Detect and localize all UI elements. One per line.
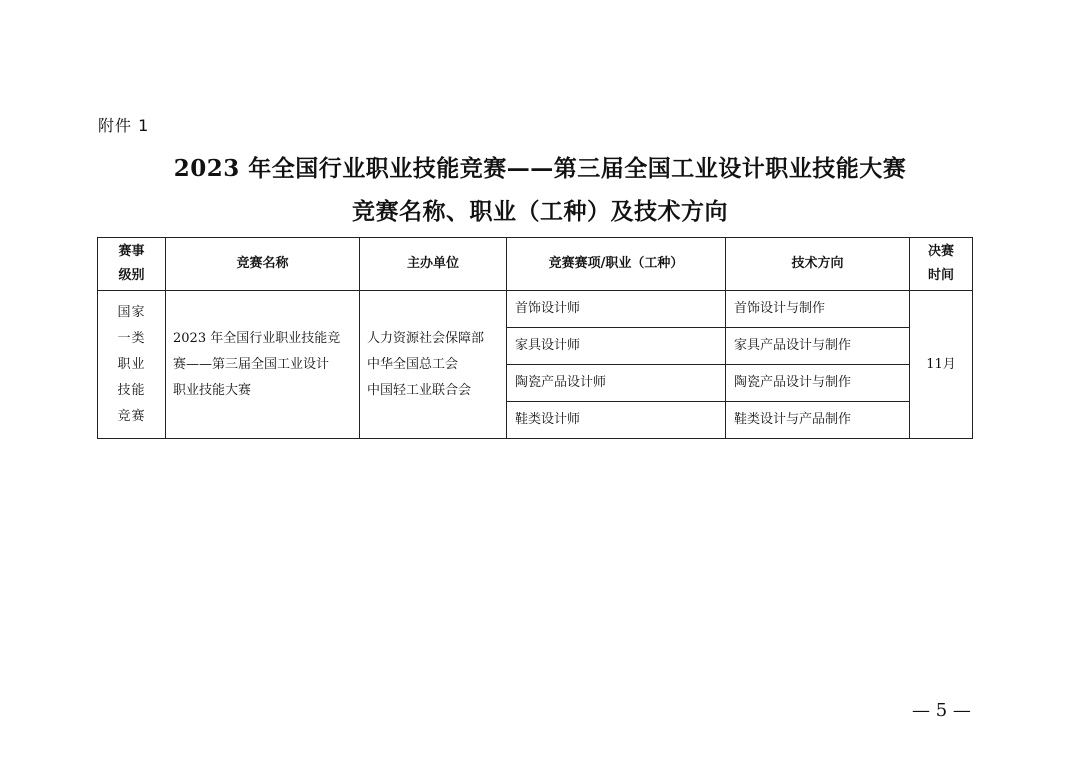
header-organizer: 主办单位 bbox=[360, 238, 507, 291]
document-title-line2: 竞赛名称、职业（工种）及技术方向 bbox=[352, 198, 728, 225]
final-time-cell: 11月 bbox=[910, 291, 973, 439]
item-cell: 家具设计师 bbox=[507, 328, 726, 365]
direction-cell: 首饰设计与制作 bbox=[726, 291, 910, 328]
header-direction: 技术方向 bbox=[726, 238, 910, 291]
direction-cell: 家具产品设计与制作 bbox=[726, 328, 910, 365]
attachment-label: 附件 1 bbox=[98, 116, 150, 135]
competition-name-cell: 2023 年全国行业职业技能竞 赛——第三届全国工业设计 职业技能大赛 bbox=[166, 291, 360, 439]
table-header-row bbox=[98, 238, 973, 291]
page-number: — 5 — bbox=[912, 700, 971, 721]
direction-cell: 鞋类设计与产品制作 bbox=[726, 402, 910, 439]
organizer-cell: 人力资源社会保障部 中华全国总工会 中国轻工业联合会 bbox=[360, 291, 507, 439]
header-level: 赛事 级别 bbox=[98, 238, 166, 291]
header-item: 竞赛赛项/职业（工种） bbox=[507, 238, 726, 291]
item-cell: 首饰设计师 bbox=[507, 291, 726, 328]
document-title-line1: 2023 年全国行业职业技能竞赛——第三届全国工业设计职业技能大赛 bbox=[173, 155, 907, 182]
header-time: 决赛 时间 bbox=[910, 238, 973, 291]
header-name: 竞赛名称 bbox=[166, 238, 360, 291]
level-cell: 国家 一类 职业 技能 竞赛 bbox=[98, 291, 166, 439]
direction-cell: 陶瓷产品设计与制作 bbox=[726, 365, 910, 402]
table-row bbox=[98, 291, 973, 328]
item-cell: 陶瓷产品设计师 bbox=[507, 365, 726, 402]
competition-table bbox=[97, 237, 973, 439]
item-cell: 鞋类设计师 bbox=[507, 402, 726, 439]
